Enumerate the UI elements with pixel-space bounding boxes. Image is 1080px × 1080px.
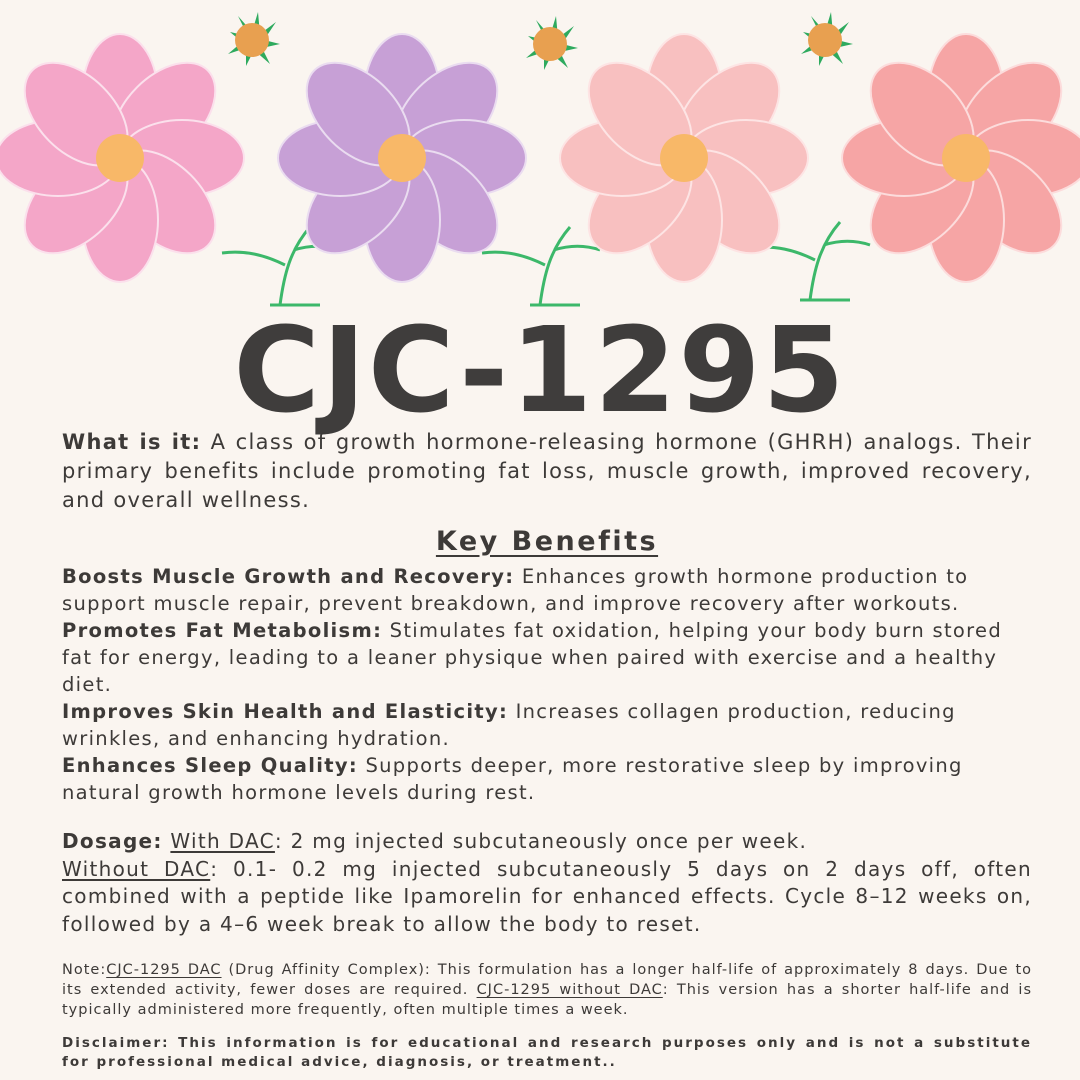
note-nodac-label: CJC-1295 without DAC bbox=[476, 982, 663, 998]
dosage-label: Dosage: bbox=[62, 829, 163, 853]
benefit-label: Promotes Fat Metabolism: bbox=[62, 619, 383, 642]
benefit-label: Boosts Muscle Growth and Recovery: bbox=[62, 565, 515, 588]
bud-icon bbox=[801, 12, 853, 66]
flower-decoration bbox=[0, 0, 1080, 320]
page-title: CJC-1295 bbox=[233, 301, 847, 439]
without-dac-text: : 0.1- 0.2 mg injected subcutaneously 5 days on 2 days off, often combined with a peptide like Ipamorelin for enhanced effects. Cycle 8–12 weeks on, followed by a 4–6 week break to allow the body to reset. bbox=[62, 856, 1032, 936]
benefits-list bbox=[62, 563, 1032, 806]
note-paragraph bbox=[62, 960, 1032, 1020]
purple-flower-icon bbox=[278, 34, 526, 282]
salmon-flower-icon bbox=[842, 34, 1080, 282]
disclaimer: Disclaimer: This information is for educational and research purposes only and is not a substitute for professional medical advice, diagnosis, or treatment.. bbox=[62, 1035, 1032, 1070]
note-prefix: Note: bbox=[62, 962, 107, 978]
dosage-without-dac bbox=[62, 856, 1032, 939]
intro-paragraph bbox=[62, 428, 1032, 515]
benefit-label: Improves Skin Health and Elasticity: bbox=[62, 700, 509, 723]
bud-icon bbox=[228, 12, 280, 66]
dosage-section bbox=[62, 828, 1032, 938]
main-content bbox=[62, 428, 1032, 1072]
key-benefits-heading-text: Key Benefits bbox=[435, 526, 659, 557]
benefit-label: Enhances Sleep Quality: bbox=[62, 754, 358, 777]
list-item bbox=[62, 563, 1032, 617]
pink-flower-icon bbox=[0, 34, 244, 282]
peach-flower-icon bbox=[560, 34, 808, 282]
bud-icon bbox=[526, 16, 578, 70]
with-dac-label: With DAC bbox=[170, 829, 275, 853]
benefit-text: Increases collagen production, reducing wrinkles, and enhancing hydration. bbox=[62, 700, 956, 750]
intro-label: What is it: bbox=[62, 430, 202, 454]
benefit-text: Enhances growth hormone production to support muscle repair, prevent breakdown, and improve recovery after workouts. bbox=[62, 565, 969, 615]
list-item bbox=[62, 698, 1032, 752]
note-dac-label: CJC-1295 DAC bbox=[106, 962, 222, 978]
benefit-text: Stimulates fat oxidation, helping your body burn stored fat for energy, leading to a leaner physique when paired with exercise and a healthy diet. bbox=[62, 619, 1002, 696]
key-benefits-heading bbox=[62, 525, 1032, 559]
dosage-with-dac bbox=[62, 828, 1032, 856]
list-item bbox=[62, 617, 1032, 698]
list-item bbox=[62, 752, 1032, 806]
note-dac-text: (Drug Affinity Complex): This formulation has a longer half-life of approximately 8 days. Due to its extended activity, fewer doses are required. bbox=[62, 962, 1033, 998]
sprout-icon bbox=[482, 227, 600, 305]
benefit-text: Supports deeper, more restorative sleep by improving natural growth hormone levels during rest. bbox=[62, 754, 963, 804]
with-dac-text: : 2 mg injected subcutaneously once per week. bbox=[274, 829, 808, 853]
intro-text: A class of growth hormone-releasing hormone (GHRH) analogs. Their primary benefits include promoting fat loss, muscle growth, improved recovery, and overall wellness. bbox=[62, 430, 1033, 512]
note-nodac-text: : This version has a shorter half-life and is typically administered more frequently, often multiple times a week. bbox=[62, 982, 1033, 1018]
without-dac-label: Without DAC bbox=[62, 856, 211, 881]
